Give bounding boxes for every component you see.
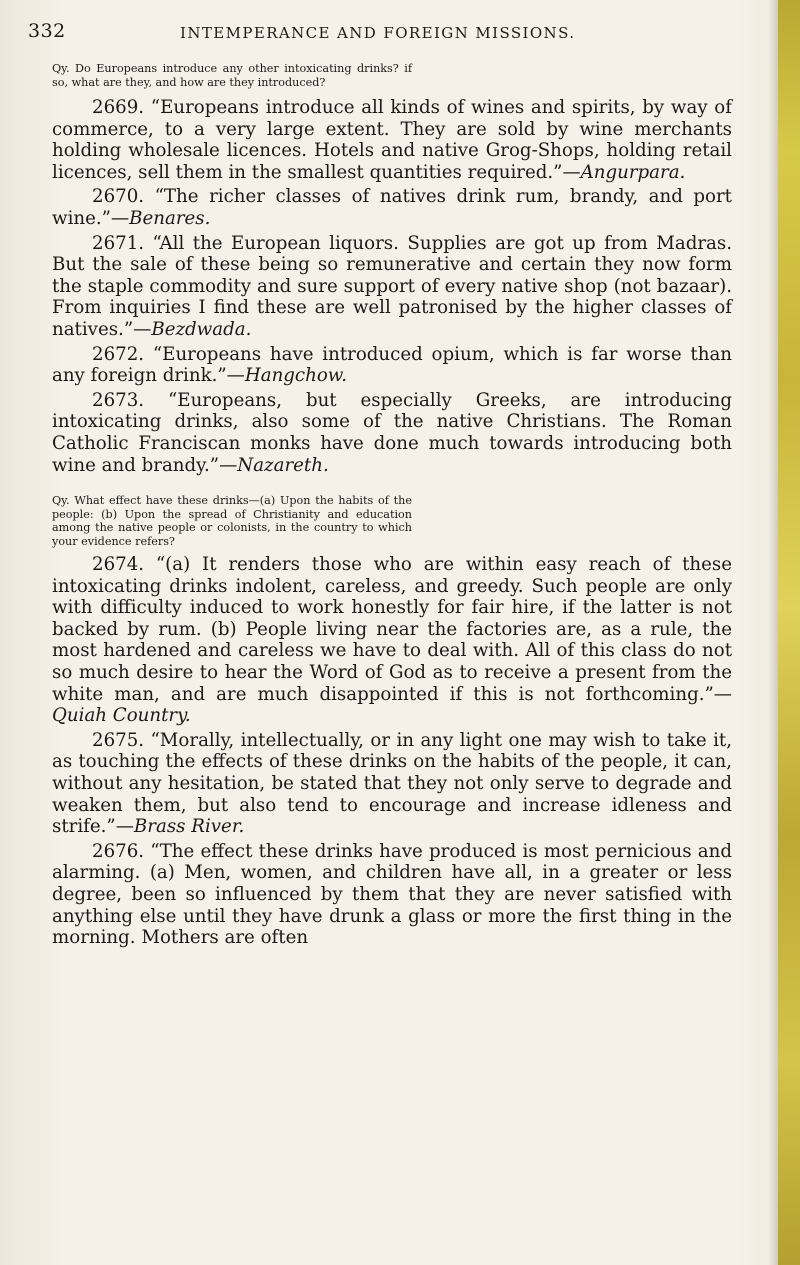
page-header	[28, 20, 728, 50]
page-number: 332	[28, 20, 66, 42]
answer-text: 2669. “Europeans introduce all kinds of wines and spirits, by way of commerce, to a very large extent. They are sold by wine merchants holding wholesale licences. Hotels and native Grog-Shops, holding retail licences, sell them in the smallest quantities required.”—	[52, 97, 732, 183]
answer-source: Nazareth.	[237, 454, 329, 476]
answer-text: 2673. “Europeans, but especially Greeks, are introducing intoxicating drinks, also some of the native Christians. The Roman Catholic Franciscan monks have done much towards introducing both wine and brandy.”—	[52, 389, 732, 476]
answer-text: 2671. “All the European liquors. Supplies are got up from Madras. But the sale of these being so remunerative and certain they now form the staple commodity and sure support of every native shop (not bazaar). From inquiries I find these are well patronised by the higher classes of natives.”—	[52, 232, 732, 340]
answer-text: 2676. “The effect these drinks have produced is most pernicious and alarming. (a) Men, women, and children have all, in a greater or less degree, been so influenced by them that they are never satisfied with anything else until they have drunk a glass or more the first thing in the morning. Mothers are often	[52, 840, 732, 949]
answer-2674	[52, 554, 732, 727]
page-edge-strip	[778, 0, 800, 1265]
answer-2670	[52, 186, 732, 229]
answer-text: 2674. “(a) It renders those who are within easy reach of these intoxicating drinks indolent, careless, and greedy. Such people are only with difficulty induced to work honestly for fair hire, if the latter is not backed by rum. (b) People living near the factories are, as a rule, the most hardened and careless we have to deal with. All of this class do not so much desire to hear the Word of God as to receive a present from the white man, and are much disappointed if this is not forthcoming.”—	[52, 554, 732, 705]
question-2: Qy. What effect have these drinks—(a) Upon the habits of the people: (b) Upon the spread of Christianity and education among the native people or colonists, in the country to which your evidence refers?	[52, 494, 412, 548]
answer-2669	[52, 97, 732, 183]
answer-source: Hangchow.	[244, 365, 347, 387]
answer-2675	[52, 730, 732, 838]
answer-source: Quiah Country.	[52, 705, 191, 727]
answer-2672	[52, 344, 732, 387]
question-1: Qy. Do Europeans introduce any other intoxicating drinks? if so, what are they, and how are they introduced?	[52, 62, 412, 89]
answer-source: Brass River.	[133, 816, 245, 838]
body-text	[52, 62, 732, 952]
answer-2671	[52, 233, 732, 341]
running-head: INTEMPERANCE AND FOREIGN MISSIONS.	[180, 24, 576, 42]
answer-source: Bezdwada.	[151, 318, 252, 340]
answer-text: 2670. “The richer classes of natives drink rum, brandy, and port wine.”—	[52, 186, 732, 229]
answer-text: 2675. “Morally, intellectually, or in any light one may wish to take it, as touching the effects of these drinks on the habits of the people, it can, without any hesitation, be stated that they not only serve to degrade and weaken them, but also tend to encourage and increase idleness and strife.”—	[52, 729, 732, 838]
answer-source: Angurpara.	[580, 161, 686, 183]
answer-2673	[52, 390, 732, 476]
answer-source: Benares.	[129, 207, 211, 229]
page-edge-shadow	[768, 0, 778, 1265]
answer-text: 2672. “Europeans have introduced opium, which is far worse than any foreign drink.”—	[52, 343, 732, 387]
answer-2676	[52, 841, 732, 949]
